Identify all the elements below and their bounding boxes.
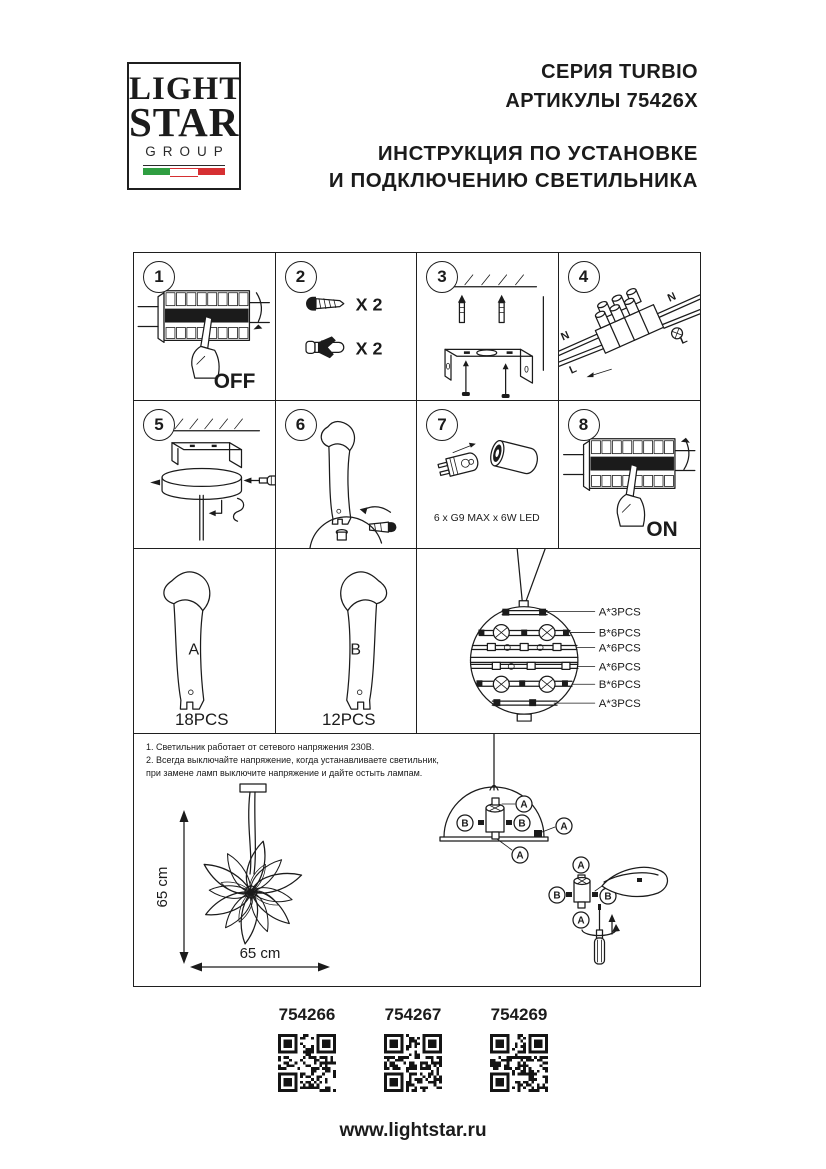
step-1-panel xyxy=(134,253,276,401)
hook-icon xyxy=(209,498,244,521)
anchor-qty-label: X 2 xyxy=(355,338,382,359)
screw-icon xyxy=(462,360,470,396)
callout-b: B xyxy=(553,890,561,902)
callout-b: B xyxy=(604,891,612,903)
arrow-down-icon xyxy=(256,293,261,322)
height-dimension xyxy=(154,810,189,964)
sphere-parts-panel xyxy=(417,549,700,734)
socket-cylinder-icon xyxy=(488,439,540,475)
step-number: 6 xyxy=(295,415,306,434)
part-b-diagram xyxy=(276,549,417,733)
step-number-badge xyxy=(143,261,175,293)
screw-icon xyxy=(502,363,510,398)
wall-anchor-icon xyxy=(498,295,506,323)
logo-group-text: GROUP xyxy=(145,144,230,159)
sphere-label: A*3PCS xyxy=(598,698,641,711)
lamp-spec-label: 6 x G9 MAX x 6W LED xyxy=(433,513,540,525)
width-label: 65 cm xyxy=(239,945,281,962)
off-label: OFF xyxy=(213,370,256,394)
instruction-grid xyxy=(133,252,701,987)
step-number-badge xyxy=(285,409,317,441)
doc-title-line1: ИНСТРУКЦИЯ ПО УСТАНОВКЕ xyxy=(377,142,698,165)
header xyxy=(329,58,698,194)
step-5-panel xyxy=(134,401,276,549)
part-b-panel xyxy=(276,549,418,734)
website-url: www.lightstar.ru xyxy=(339,1120,487,1141)
screwdriver-icon xyxy=(243,476,274,485)
step-number-badge xyxy=(285,261,317,293)
sphere-parts-diagram xyxy=(417,549,700,733)
step-number-badge xyxy=(568,261,600,293)
qr-item xyxy=(488,1005,550,1092)
step-number-badge xyxy=(426,261,458,293)
part-a-panel xyxy=(134,549,276,734)
step-number: 2 xyxy=(295,267,306,286)
screw-icon xyxy=(359,507,396,532)
wall-anchor-icon xyxy=(458,295,466,323)
mounting-bracket-icon xyxy=(445,349,532,383)
arrow-icon xyxy=(150,479,160,485)
italian-flag-icon xyxy=(143,165,225,175)
terminal-block-icon xyxy=(585,283,663,353)
lightstar-logo xyxy=(127,62,241,190)
articles-title: АРТИКУЛЫ 75426X xyxy=(505,90,698,112)
callout-a: A xyxy=(520,799,528,811)
part-letter: A xyxy=(188,641,200,659)
article-number: 754266 xyxy=(278,1005,336,1024)
screw-icon xyxy=(306,297,344,311)
socket-icon xyxy=(486,798,504,839)
doc-title-line2: И ПОДКЛЮЧЕНИЮ СВЕТИЛЬНИКА xyxy=(328,169,698,192)
qr-item xyxy=(276,1005,338,1092)
article-number: 754267 xyxy=(384,1005,442,1024)
wire-l-label: L xyxy=(677,333,689,347)
part-qty: 18PCS xyxy=(174,710,229,730)
qr-code-icon xyxy=(490,1034,548,1092)
part-qty: 12PCS xyxy=(321,710,376,730)
socket-blade-assembly-drawing xyxy=(549,857,667,964)
step-number: 4 xyxy=(578,267,589,286)
note-line: 2. Всегда выключайте напряжение, когда устанавливаете светильник, xyxy=(146,755,439,765)
screwdriver-icon xyxy=(582,904,620,964)
step-number: 3 xyxy=(437,267,447,286)
g9-bulb-icon xyxy=(437,452,479,479)
callout-a: A xyxy=(577,915,585,927)
qr-code-icon xyxy=(384,1034,442,1092)
sphere-label: B*6PCS xyxy=(598,679,641,692)
qr-item xyxy=(382,1005,444,1092)
step-number: 8 xyxy=(578,415,589,434)
step-number-badge xyxy=(143,409,175,441)
step-4-panel xyxy=(559,253,701,401)
on-label: ON xyxy=(645,518,678,542)
flag-green xyxy=(143,168,170,175)
screw-qty-label: X 2 xyxy=(355,294,382,315)
sphere-label: A*3PCS xyxy=(598,606,641,619)
article-number: 754269 xyxy=(490,1005,548,1024)
blade-icon xyxy=(164,572,210,709)
sphere-label: B*6PCS xyxy=(598,627,641,640)
callout-a: A xyxy=(516,850,524,862)
step-number-badge xyxy=(426,409,458,441)
series-title: СЕРИЯ TURBIO xyxy=(541,61,698,83)
step-6-panel xyxy=(276,401,418,549)
height-label: 65 cm xyxy=(154,866,171,908)
sphere-label: A*6PCS xyxy=(598,642,641,655)
step-number-badge xyxy=(568,409,600,441)
mounting-bracket-icon xyxy=(172,443,242,468)
width-dimension xyxy=(190,945,330,972)
step-number: 7 xyxy=(437,415,447,434)
step-8-panel xyxy=(559,401,701,549)
callout-b: B xyxy=(518,818,526,830)
arrow-up-icon xyxy=(683,441,688,470)
logo-star-text: STAR xyxy=(129,99,240,145)
step-number: 1 xyxy=(154,267,164,286)
flag-red xyxy=(198,168,225,175)
safety-notes xyxy=(146,741,486,780)
callout-b: B xyxy=(461,818,469,830)
step-3-panel xyxy=(417,253,559,401)
flag-white xyxy=(170,168,197,177)
logo-light-text: LIGHT xyxy=(129,71,243,107)
wire-n-label: N xyxy=(665,290,678,305)
note-line: при замене ламп выключите напряжение и дайте остыть лампам. xyxy=(146,768,423,778)
wire-n-label: N xyxy=(558,329,571,344)
step-2-panel xyxy=(276,253,418,401)
sphere-body xyxy=(470,607,577,714)
part-letter: B xyxy=(349,641,361,659)
qr-section xyxy=(0,1005,826,1092)
part-a-diagram xyxy=(134,549,275,733)
canopy-icon xyxy=(162,469,241,541)
sphere-label: A*6PCS xyxy=(598,661,641,674)
wall-anchor-icon xyxy=(306,336,344,358)
blade-icon xyxy=(321,421,354,524)
chandelier-drawing xyxy=(154,784,330,972)
assembly-section xyxy=(134,734,700,986)
blade-icon xyxy=(340,572,386,709)
step-7-panel xyxy=(417,401,559,549)
socket-icon xyxy=(574,878,590,903)
qr-code-icon xyxy=(278,1034,336,1092)
wire-l-label: L xyxy=(567,362,579,377)
callout-a: A xyxy=(560,821,568,833)
callout-a: A xyxy=(577,860,585,872)
step-number: 5 xyxy=(154,415,164,434)
note-line: 1. Светильник работает от сетевого напряжения 230В. xyxy=(146,742,375,752)
